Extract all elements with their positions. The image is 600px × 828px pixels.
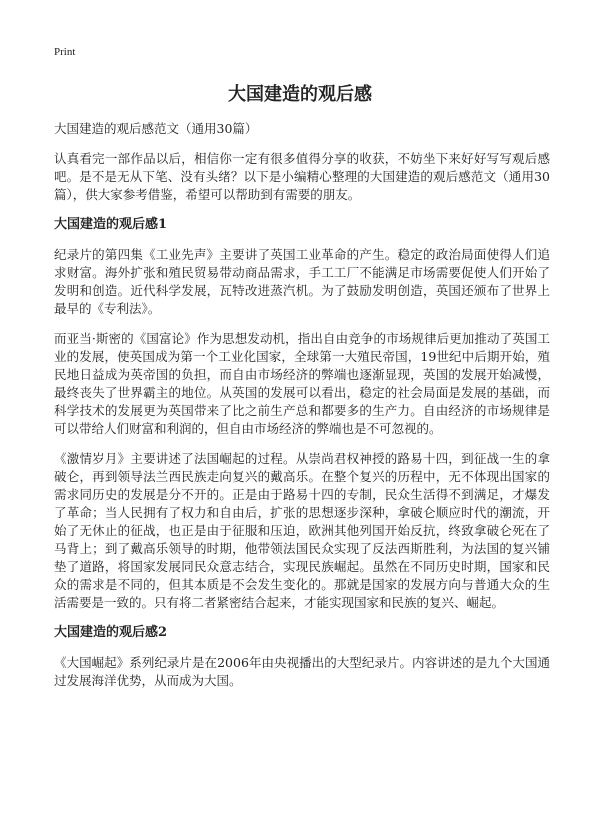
section-heading-1: 大国建造的观后感1 (54, 217, 168, 232)
section-2-paragraph-1: 《大国崛起》系列纪录片是在2006年由央视播出的大型纪录片。内容讲述的是九个大国通过发展海洋优势，从而成为大国。 (54, 655, 550, 688)
document-body (54, 120, 550, 702)
section-1-paragraph-2: 而亚当·斯密的《国富论》作为思想发动机，指出自由竞争的市场规律后更加推动了英国工业的发展，使英国成为第一个工业化国家，全球第一大殖民帝国，19世纪中后期开始，殖民地日益成为英帝国的负担，而自由市场经济的弊端也逐渐显现，英国的发展开始减慢，最终丧失了世界霸主的地位。从英国的发展可以看出，稳定的社会局面是发展的基础，而科学技术的发展更为英国带来了比之前生产总和都要多的生产力。自由经济的市场规律是可以带给人们财富和利润的，但自由市场经济的弊端也是不可忽视的。 (54, 331, 550, 436)
section-1-paragraph-3: 《激情岁月》主要讲述了法国崛起的过程。从崇尚君权神授的路易十四，到征战一生的拿破仑，再到领导法兰西民族走向复兴的戴高乐。在整个复兴的历程中，无不体现出国家的需求同历史的发展是分不开的。正是由于路易十四的专制，民众生活得不到满足，才爆发了革命；当人民拥有了权力和自由后，扩张的思想逐步深种，拿破仑顺应时代的潮流，开始了无休止的征战，也正是由于征服和压迫，欧洲其他列国开始反抗，终致拿破仑死在了马背上；到了戴高乐领导的时期，他带领法国民众实现了反法西斯胜利，为法国的复兴铺垫了道路，将国家发展同民众意志结合，实现民族崛起。虽然在不同历史时期，国家和民众的需求是不同的，但其本质是不会发生变化的。那就是国家的发展方向与普通大众的生活需要是一致的。只有将二者紧密结合起来，才能实现国家和民族的复兴、崛起。 (54, 451, 550, 610)
section-heading-2: 大国建造的观后感2 (54, 625, 168, 640)
section-1-paragraph-1: 纪录片的第四集《工业先声》主要讲了英国工业革命的产生。稳定的政治局面使得人们追求财富。海外扩张和殖民贸易带动商品需求，手工工厂不能满足市场需要促使人们开始了发明和创造。近代科学发展，瓦特改进蒸汽机。为了鼓励发明创造，英国还颁布了世界上最早的《专利法》。 (54, 247, 550, 316)
document-subtitle: 大国建造的观后感范文（通用30篇） (54, 121, 258, 136)
intro-paragraph: 认真看完一部作品以后，相信你一定有很多值得分享的收获，不妨坐下来好好写写观后感吧。是不是无从下笔、没有头绪？以下是小编精心整理的大国建造的观后感范文（通用30篇），供大家参考借鉴，希望可以帮助到有需要的朋友。 (54, 151, 550, 202)
print-link[interactable]: Print (54, 46, 76, 58)
page-title: 大国建造的观后感 (228, 84, 372, 105)
